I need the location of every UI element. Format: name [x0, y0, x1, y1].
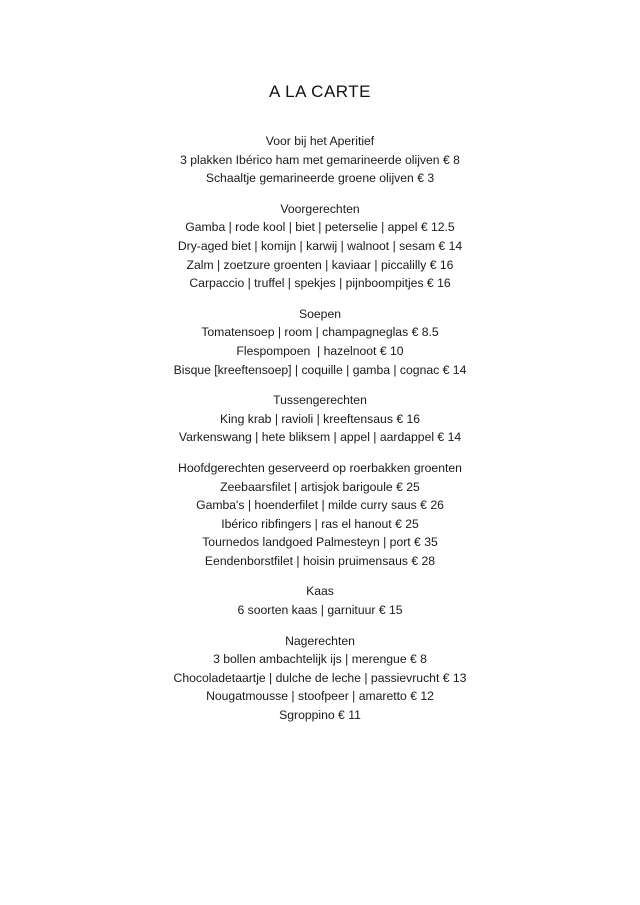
- section-heading: Nagerechten: [285, 633, 355, 648]
- menu-section-kaas: [0, 582, 640, 619]
- menu-item: Zeebaarsfilet | artisjok barigoule € 25: [220, 479, 420, 494]
- menu-item: 6 soorten kaas | garnituur € 15: [237, 603, 403, 618]
- menu-item: Tomatensoep | room | champagneglas € 8.5: [201, 325, 439, 340]
- menu-item: Bisque [kreeftensoep] | coquille | gamba | cognac € 14: [173, 362, 467, 377]
- menu-section-aperitief: [0, 132, 640, 188]
- menu-item: Chocoladetaartje | dulche de leche | passievrucht € 13: [173, 670, 467, 685]
- page-title: A LA CARTE: [268, 82, 371, 101]
- menu-item: Ibérico ribfingers | ras el hanout € 25: [221, 516, 419, 531]
- menu-item: 3 plakken Ibérico ham met gemarineerde olijven € 8: [180, 152, 460, 167]
- menu-section-hoofdgerechten: [0, 459, 640, 571]
- menu-item: Tournedos landgoed Palmesteyn | port € 35: [202, 535, 438, 550]
- section-heading: Voor bij het Aperitief: [265, 134, 375, 148]
- menu-item: 3 bollen ambachtelijk ijs | merengue € 8: [213, 652, 427, 667]
- menu-item: Flespompoen | hazelnoot € 10: [236, 343, 404, 358]
- section-heading: Tussengerechten: [273, 393, 367, 408]
- menu-section-voorgerechten: [0, 200, 640, 293]
- section-heading: Voorgerechten: [280, 201, 360, 216]
- section-heading: Soepen: [298, 306, 342, 321]
- menu-item: Nougatmousse | stoofpeer | amaretto € 12: [206, 689, 434, 704]
- section-heading: Kaas: [306, 584, 334, 599]
- menu-item: Gamba's | hoenderfilet | milde curry saus € 26: [196, 498, 444, 513]
- menu-item: Sgroppino € 11: [279, 708, 361, 723]
- menu-section-tussengerechten: [0, 391, 640, 447]
- menu-item: Dry-aged biet | komijn | karwij | walnoot | sesam € 14: [177, 238, 463, 253]
- menu-item: Schaaltje gemarineerde groene olijven € 3: [205, 171, 435, 186]
- menu-item: King krab | ravioli | kreeftensaus € 16: [219, 411, 421, 426]
- menu-item: Varkenswang | hete bliksem | appel | aardappel € 14: [178, 430, 462, 445]
- menu-section-soepen: [0, 305, 640, 379]
- menu-item: Zalm | zoetzure groenten | kaviaar | piccalilly € 16: [186, 257, 454, 272]
- menu-item: Eendenborstfilet | hoisin pruimensaus € 28: [204, 553, 436, 568]
- menu-item: Gamba | rode kool | biet | peterselie | appel € 12.5: [185, 220, 455, 235]
- menu-list: [0, 132, 640, 737]
- menu-section-nagerechten: [0, 632, 640, 725]
- menu-item: Carpaccio | truffel | spekjes | pijnboompitjes € 16: [189, 276, 451, 291]
- section-heading: Hoofdgerechten geserveerd op roerbakken groenten: [178, 460, 462, 475]
